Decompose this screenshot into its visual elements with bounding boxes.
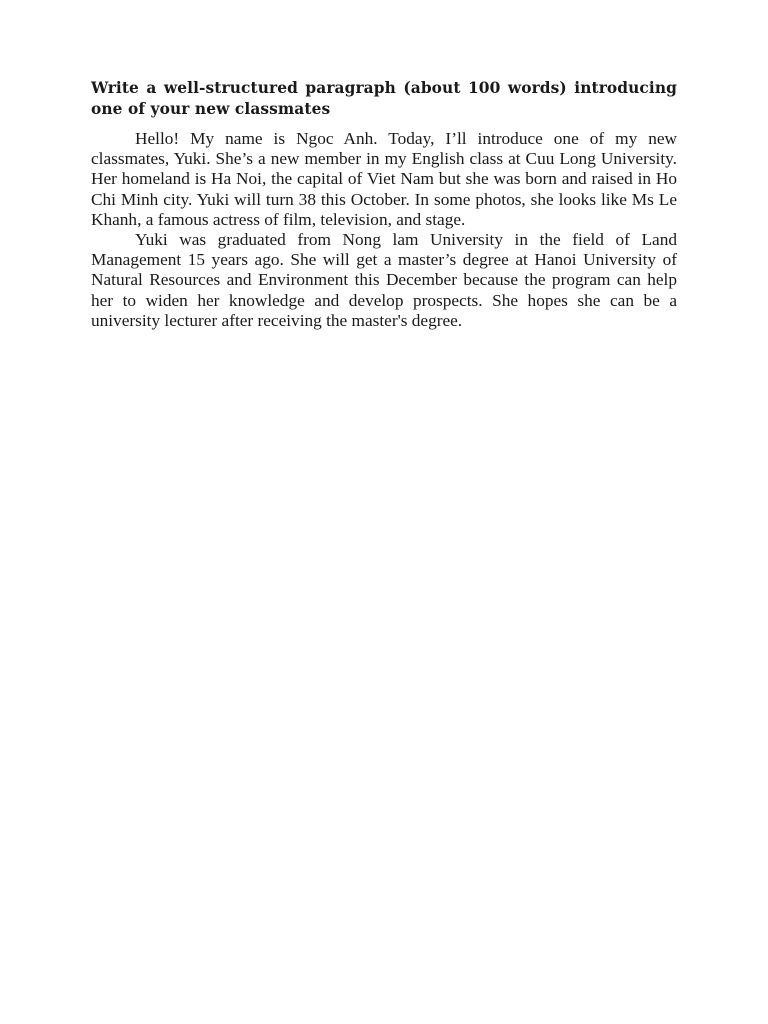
writing-prompt: Write a well-structured paragraph (about 100 words) introducing one of your new classmates	[91, 79, 677, 118]
paragraph-education: Yuki was graduated from Nong lam University in the field of Land Management 15 years ago. She will get a master’s degree at Hanoi University of Natural Resources and Environment this December because the program can help her to widen her knowledge and develop prospects. She hopes she can be a university lecturer after receiving the master's degree.	[91, 230, 677, 330]
paragraph-introduction: Hello! My name is Ngoc Anh. Today, I’ll introduce one of my new classmates, Yuki. She’s a new member in my English class at Cuu Long University. Her homeland is Ha Noi, the capital of Viet Nam but she was born and raised in Ho Chi Minh city. Yuki will turn 38 this October. In some photos, she looks like Ms Le Khanh, a famous actress of film, television, and stage.	[91, 129, 677, 229]
document-page	[91, 78, 677, 331]
